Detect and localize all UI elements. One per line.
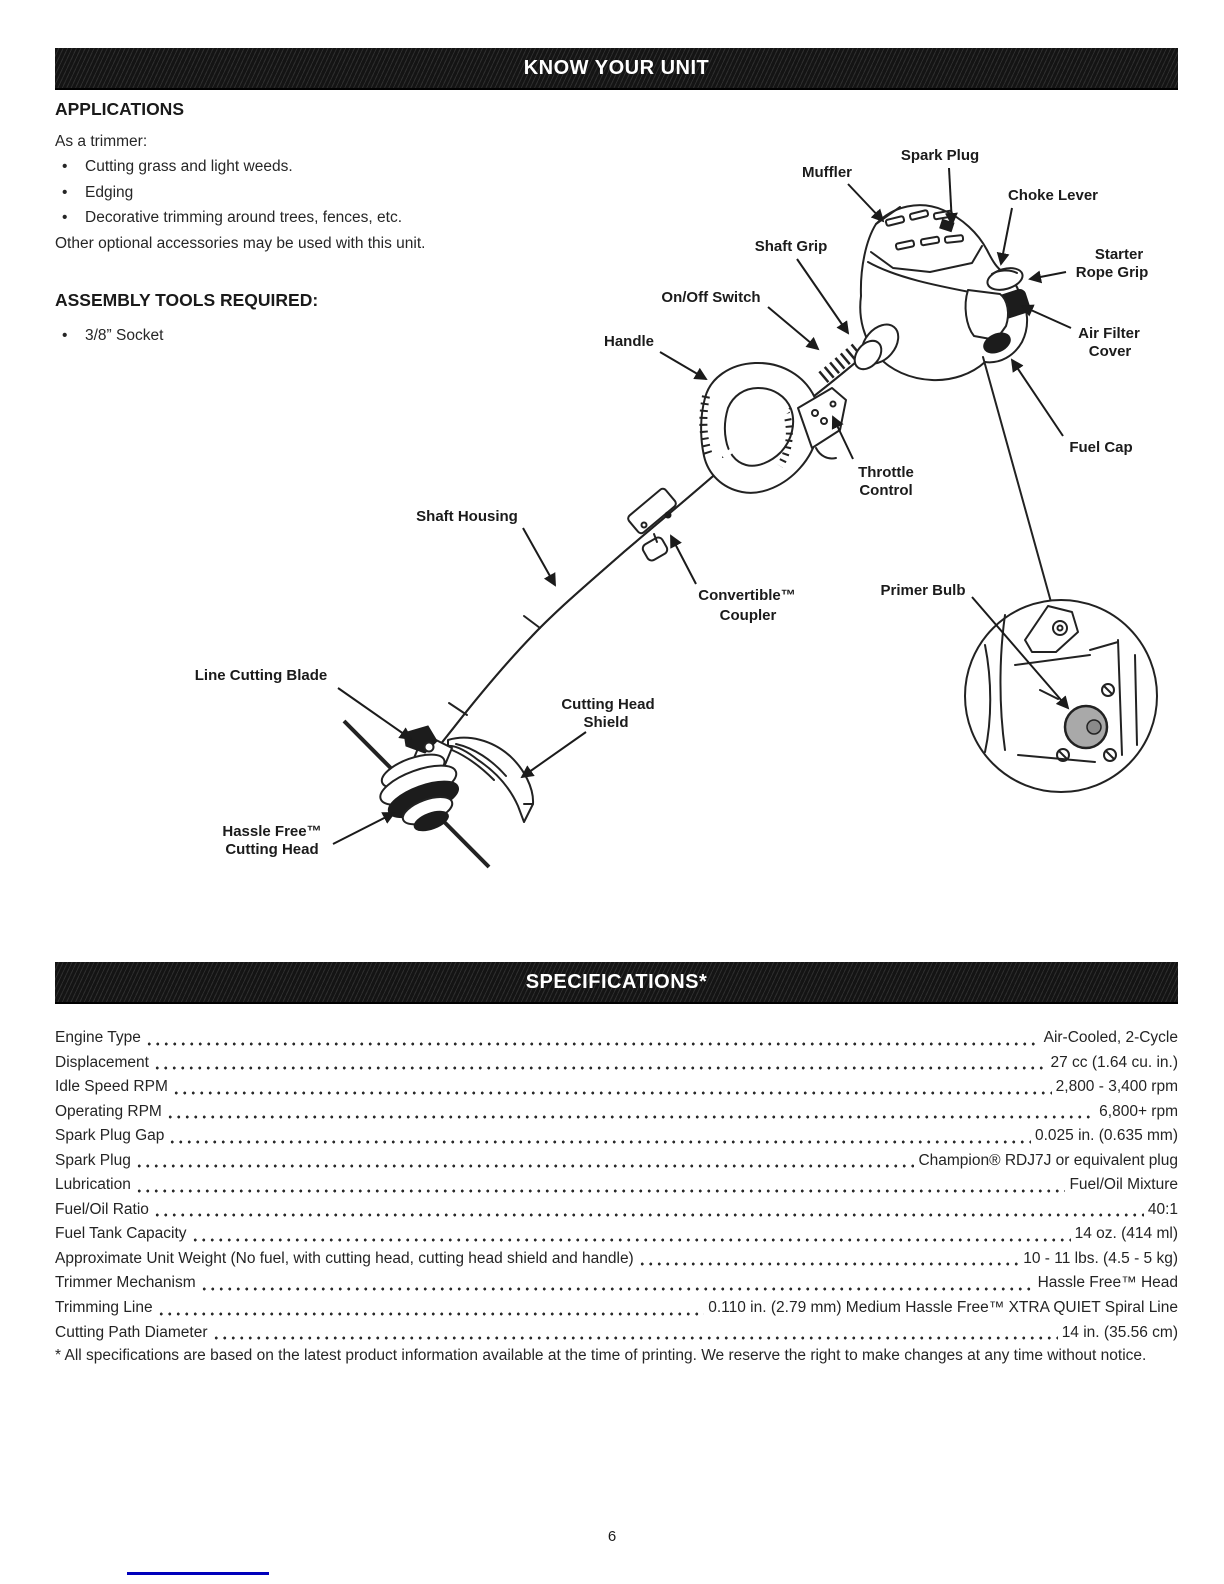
- dotted-leader: [157, 1296, 705, 1321]
- spec-value: 14 in. (35.56 cm): [1061, 1323, 1178, 1341]
- spec-value: 0.110 in. (2.79 mm) Medium Hassle Free™ XTRA QUIET Spiral Line: [708, 1299, 1178, 1317]
- spec-row: [55, 1173, 1178, 1198]
- spec-label: Idle Speed RPM: [55, 1078, 168, 1096]
- assembly-tools-heading: ASSEMBLY TOOLS REQUIRED:: [55, 290, 319, 310]
- svg-text:Coupler: Coupler: [719, 607, 777, 624]
- label-handle: Handle: [603, 333, 655, 350]
- spec-row: [55, 1075, 1178, 1100]
- line-cutting-blade-leader-arrow: [338, 688, 411, 739]
- spec-label: Engine Type: [55, 1029, 141, 1046]
- spec-row: [55, 1051, 1178, 1076]
- primer-bulb-detail-art: [965, 357, 1157, 792]
- shaft-housing-leader-arrow: [523, 528, 555, 585]
- on-off-switch-leader-arrow: [768, 307, 818, 349]
- spec-label: Spark Plug Gap: [55, 1127, 165, 1145]
- spec-label: Cutting Path Diameter: [55, 1323, 208, 1341]
- spec-value: 10 - 11 lbs. (4.5 - 5 kg): [1023, 1249, 1178, 1267]
- spec-row: [55, 1271, 1178, 1296]
- spec-row: [55, 1124, 1178, 1149]
- spec-label: Operating RPM: [55, 1102, 162, 1120]
- dotted-leader: [191, 1222, 1071, 1247]
- cutting-head-shield-art: [448, 738, 533, 822]
- cutting-head-art: [371, 726, 533, 842]
- specifications-list: [55, 1026, 1178, 1345]
- label-cutting-head-shield: Cutting Head: [561, 696, 655, 713]
- air-filter-cover-leader-arrow: [1022, 306, 1071, 328]
- spec-value: 6,800+ rpm: [1099, 1102, 1178, 1120]
- spec-label: Fuel/Oil Ratio: [55, 1200, 149, 1218]
- label-throttle-control: Throttle: [858, 464, 914, 481]
- applications-outro: Other optional accessories may be used with this unit.: [55, 234, 426, 252]
- spec-label: Fuel Tank Capacity: [55, 1225, 187, 1243]
- label-shaft-housing: Shaft Housing: [416, 508, 518, 525]
- spec-row: [55, 1321, 1178, 1346]
- handle-leader-arrow: [660, 352, 706, 379]
- label-convertible-coupler: Convertible™: [698, 587, 796, 604]
- starter-rope-grip-leader-arrow: [1030, 272, 1066, 279]
- label-shaft-grip: Shaft Grip: [754, 238, 828, 255]
- spec-value: 0.025 in. (0.635 mm): [1034, 1127, 1178, 1145]
- engine-art: [849, 205, 1031, 380]
- hassle-free-leader-arrow: [333, 813, 394, 844]
- label-primer-bulb: Primer Bulb: [880, 582, 966, 599]
- know-your-unit-title: KNOW YOUR UNIT: [523, 56, 710, 79]
- dotted-leader: [135, 1149, 915, 1174]
- spec-value: Hassle Free™ Head: [1037, 1274, 1178, 1292]
- label-starter-rope-grip: Starter: [1094, 246, 1144, 263]
- footer-rule: [127, 1572, 269, 1575]
- label-muffler: Muffler: [802, 164, 852, 181]
- spec-row: [55, 1222, 1178, 1247]
- dotted-leader: [153, 1198, 1144, 1223]
- label-fuel-cap: Fuel Cap: [1069, 439, 1133, 456]
- cutting-head-shield-leader-arrow: [522, 732, 586, 777]
- dotted-leader: [172, 1075, 1052, 1100]
- applications-intro: As a trimmer:: [55, 133, 148, 150]
- svg-text:Cutting Head: Cutting Head: [225, 841, 319, 858]
- spec-row: [55, 1026, 1178, 1051]
- dotted-leader: [135, 1173, 1066, 1198]
- specifications-title: SPECIFICATIONS*: [525, 970, 708, 993]
- spec-label: Trimmer Mechanism: [55, 1274, 196, 1292]
- label-line-cutting-blade: Line Cutting Blade: [194, 667, 328, 684]
- specifications-header: [55, 962, 1178, 1004]
- dotted-leader: [638, 1247, 1019, 1272]
- spec-label: Lubrication: [55, 1176, 131, 1194]
- spec-value: Fuel/Oil Mixture: [1069, 1176, 1178, 1194]
- dotted-leader: [168, 1124, 1031, 1149]
- applications-heading: APPLICATIONS: [55, 99, 184, 119]
- muffler-leader-arrow: [848, 184, 883, 221]
- list-item: • 3/8” Socket: [55, 323, 525, 348]
- spec-row: [55, 1247, 1178, 1272]
- label-hassle-free-cutting-head: Hassle Free™: [222, 823, 322, 840]
- spec-value: 2,800 - 3,400 rpm: [1055, 1078, 1178, 1096]
- shaft-grip-leader-arrow: [797, 259, 848, 333]
- label-air-filter-cover: Air Filter: [1078, 325, 1140, 342]
- dotted-leader: [200, 1271, 1034, 1296]
- svg-text:Rope Grip: Rope Grip: [1075, 264, 1149, 281]
- label-choke-lever: Choke Lever: [1007, 187, 1099, 204]
- spec-row: [55, 1198, 1178, 1223]
- dotted-leader: [153, 1051, 1047, 1076]
- throttle-control-leader-arrow: [833, 417, 853, 459]
- dotted-leader: [145, 1026, 1040, 1051]
- spec-value: 14 oz. (414 ml): [1074, 1225, 1178, 1243]
- convertible-coupler-leader-arrow: [671, 536, 696, 584]
- spec-label: Displacement: [55, 1053, 149, 1071]
- label-on-off-switch: On/Off Switch: [661, 289, 761, 306]
- spec-value: 27 cc (1.64 cu. in.): [1050, 1053, 1178, 1071]
- list-item: • Cutting grass and light weeds.: [55, 154, 525, 179]
- svg-text:Shield: Shield: [583, 714, 629, 731]
- list-item: • Edging: [55, 180, 525, 205]
- spec-value: Air-Cooled, 2-Cycle: [1043, 1029, 1178, 1046]
- spec-label: Spark Plug: [55, 1151, 131, 1169]
- list-item: • Decorative trimming around trees, fences, etc.: [55, 205, 525, 230]
- spec-row: [55, 1149, 1178, 1174]
- spec-label: Trimming Line: [55, 1299, 153, 1317]
- fuel-cap-leader-arrow: [1012, 360, 1063, 436]
- dotted-leader: [166, 1100, 1095, 1125]
- spec-value: Champion® RDJ7J or equivalent plug: [918, 1151, 1178, 1169]
- specifications-footnote: * All specifications are based on the latest product information available at the time of printing. We reserve the right to make changes at any time without notice.: [55, 1347, 1147, 1364]
- svg-text:Control: Control: [859, 482, 913, 499]
- svg-text:Cover: Cover: [1088, 343, 1132, 360]
- choke-lever-leader-arrow: [1001, 208, 1012, 264]
- page-number: 6: [607, 1528, 617, 1545]
- spec-row: [55, 1100, 1178, 1125]
- dotted-leader: [212, 1321, 1058, 1346]
- spec-row: [55, 1296, 1178, 1321]
- label-spark-plug: Spark Plug: [900, 147, 980, 164]
- spec-label: Approximate Unit Weight (No fuel, with cutting head, cutting head shield and handle): [55, 1249, 634, 1267]
- spec-value: 40:1: [1147, 1200, 1178, 1218]
- convertible-coupler-art: [627, 487, 678, 562]
- handle-art: [701, 363, 819, 493]
